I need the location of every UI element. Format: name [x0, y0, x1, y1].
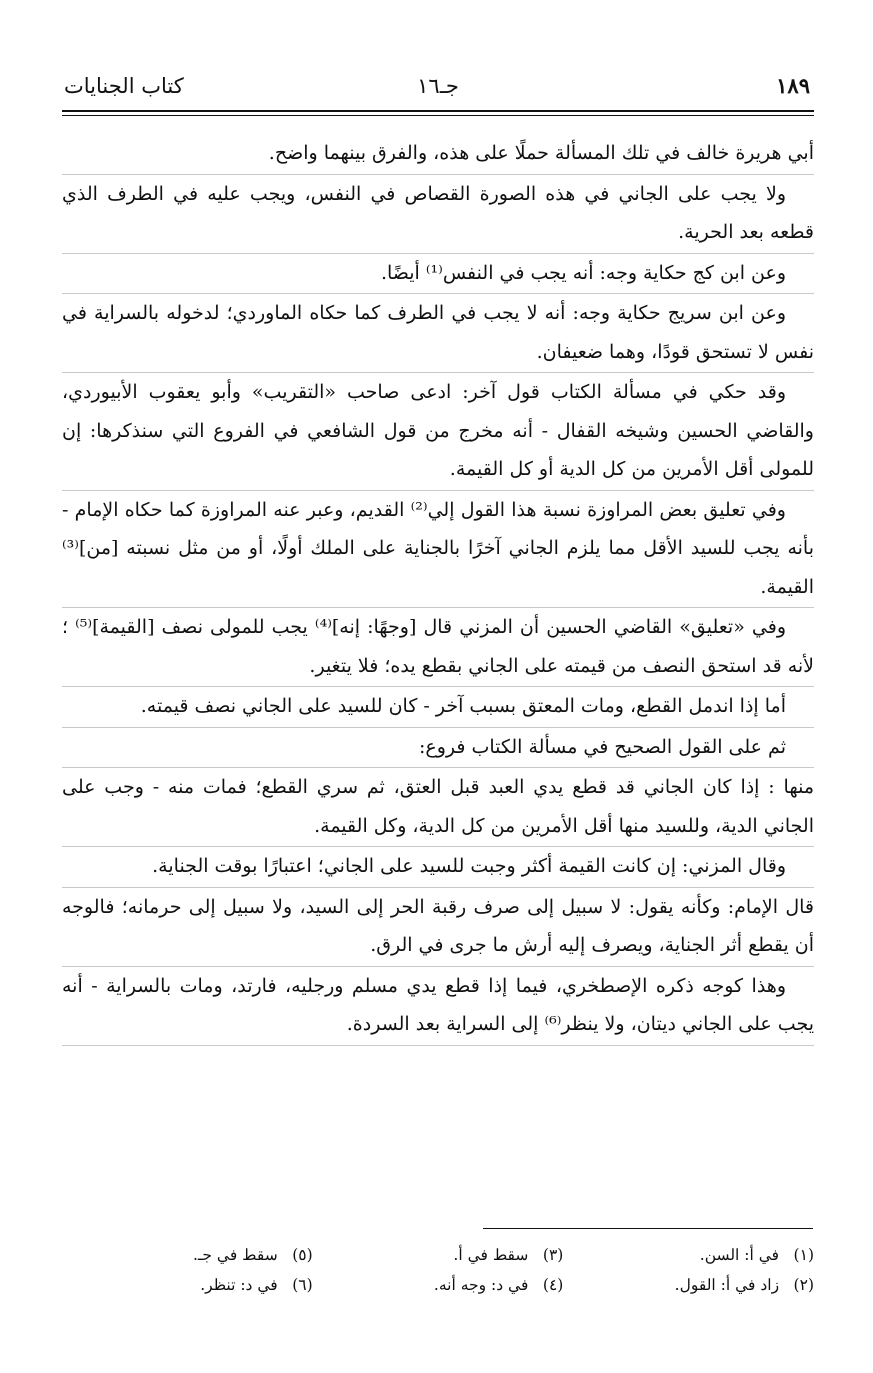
footnote-text: في د: تنظر.: [200, 1276, 278, 1294]
footnote: [313, 1240, 564, 1270]
footnote: [62, 1270, 313, 1300]
paragraph: أبي هريرة خالف في تلك المسألة حملًا على هذه، والفرق بينهما واضح.: [62, 134, 814, 175]
page-number: ١٨٩: [776, 73, 810, 98]
book-title: كتاب الجنايات: [64, 74, 184, 98]
footnote-number: (٤): [542, 1276, 564, 1294]
footnote: [563, 1270, 814, 1300]
header-rule-thin: [62, 115, 814, 116]
paragraph: قال الإمام: وكأنه يقول: لا سبيل إلى صرف رقبة الحر إلى السيد، ولا سبيل إلى حرمانه؛ فالوجه أن يقطع أثر الجناية، ويصرف إليه أرش ما جرى في الرق.: [62, 888, 814, 967]
body-text: [62, 134, 814, 1046]
paragraph: وقال المزني: إن كانت القيمة أكثر وجبت للسيد على الجاني؛ اعتبارًا بوقت الجناية.: [62, 847, 814, 888]
footnote-number: (٢): [793, 1276, 814, 1294]
header-rule-thick: [62, 110, 814, 112]
footnote-number: (٣): [542, 1246, 564, 1264]
paragraph: ولا يجب على الجاني في هذه الصورة القصاص في النفس، ويجب عليه في الطرف الذي قطعه بعد الحرية.: [62, 175, 814, 254]
paragraph: وهذا كوجه ذكره الإصطخري، فيما إذا قطع يدي مسلم ورجليه، فارتد، ومات بالسراية - أنه يجب على الجاني ديتان، ولا ينظر⁽⁶⁾ إلى السراية بعد السردة.: [62, 967, 814, 1046]
paragraph: وفي «تعليق» القاضي الحسين أن المزني قال [وجهًا: إنه]⁽⁴⁾ يجب للمولى نصف [القيمة]⁽⁵⁾ ؛ لأنه قد استحق النصف من قيمته على الجاني بقطع يده؛ فلا يتغير.: [62, 608, 814, 687]
footnote: [313, 1270, 564, 1300]
footnotes: [62, 1240, 814, 1300]
footnote-number: (١): [793, 1246, 814, 1264]
footnote-text: في د: وجه أنه.: [433, 1276, 529, 1294]
paragraph: وفي تعليق بعض المراوزة نسبة هذا القول إلي⁽²⁾ القديم، وعبر عنه المراوزة كما حكاه الإمام - بأنه يجب للسيد الأقل مما يلزم الجاني آخرًا بالجناية على الملك أولًا، أو من مثل نسبته [من]⁽³⁾ القيمة.: [62, 491, 814, 609]
footnote-text: زاد في أ: القول.: [674, 1276, 780, 1294]
paragraph: وقد حكي في مسألة الكتاب قول آخر: ادعى صاحب «التقريب» وأبو يعقوب الأبيوردي، والقاضي الحسين وشيخه القفال - أنه مخرج من قول الشافعي في الفروع التي سنذكرها: إن للمولى أقل الأمرين من كل الدية أو كل القيمة.: [62, 373, 814, 491]
footnote-text: في أ: السن.: [699, 1246, 780, 1264]
footnote-number: (٥): [292, 1246, 313, 1264]
paragraph: وعن ابن كج حكاية وجه: أنه يجب في النفس⁽¹⁾ أيضًا.: [62, 254, 814, 295]
volume-label: جـ١٦: [417, 74, 459, 98]
footnote: [563, 1240, 814, 1270]
paragraph: أما إذا اندمل القطع، ومات المعتق بسبب آخر - كان للسيد على الجاني نصف قيمته.: [62, 687, 814, 728]
footnote-row: [62, 1270, 814, 1300]
page-header: [62, 68, 814, 108]
footnote-row: [62, 1240, 814, 1270]
footnote-number: (٦): [292, 1276, 313, 1294]
paragraph: ثم على القول الصحيح في مسألة الكتاب فروع:: [62, 728, 814, 769]
paragraph: منها : إذا كان الجاني قد قطع يدي العبد قبل العتق، ثم سري القطع؛ فمات منه - وجب على الجاني الدية، وللسيد منها أقل الأمرين من كل الدية، وكل القيمة.: [62, 768, 814, 847]
footnote-text: سقط في أ.: [453, 1246, 529, 1264]
footnote: [62, 1240, 313, 1270]
paragraph: وعن ابن سريج حكاية وجه: أنه لا يجب في الطرف كما حكاه الماوردي؛ لدخوله بالسراية في نفس لا تستحق قودًا، وهما ضعيفان.: [62, 294, 814, 373]
footnote-text: سقط في جـ.: [192, 1246, 278, 1264]
footnote-rule: [483, 1228, 813, 1229]
